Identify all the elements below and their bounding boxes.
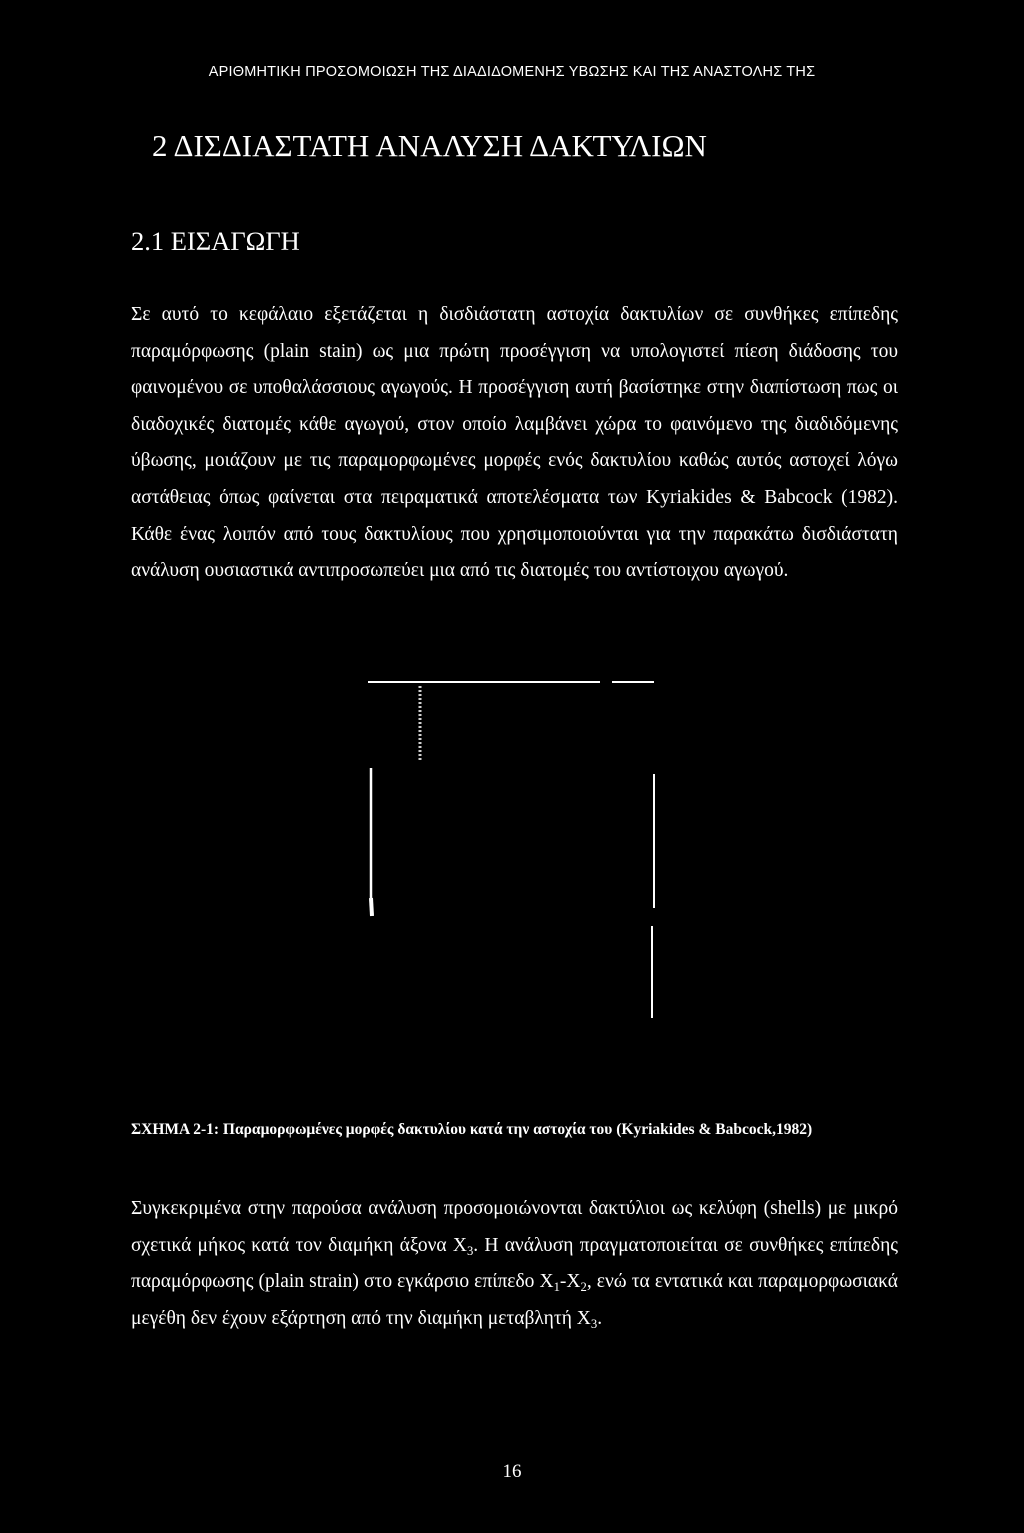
second-paragraph-text-5: .: [597, 1307, 603, 1329]
second-paragraph-text-3: -X: [559, 1271, 581, 1293]
section-title: 2.1 ΕΙΣΑΓΩΓΗ: [131, 226, 300, 256]
subscript-3a: 3: [466, 1243, 474, 1258]
ring-deformation-drawing: [350, 670, 670, 1030]
ring-deformation-figure: [350, 670, 670, 1030]
subscript-1: 1: [553, 1279, 560, 1294]
second-paragraph-text-1: Συγκεκριμένα στην παρούσα ανάλυση προσομοιώνονται δακτύλιοι ως κελύφη (shells) με μικρό σχετικά μήκος κατά τον διαμήκη άξονα X: [131, 1198, 898, 1256]
figure-caption: ΣΧΗΜΑ 2-1: Παραμορφωμένες μορφές δακτυλίου κατά την αστοχία του (Kyriakides & Babcock,1982): [131, 1121, 813, 1138]
running-header: ΑΡΙΘΜΗΤΙΚΗ ΠΡΟΣΟΜΟΙΩΣΗ ΤΗΣ ΔΙΑΔΙΔΟΜΕΝΗΣ ΥΒΩΣΗΣ ΚΑΙ ΤΗΣ ΑΝΑΣΤΟΛΗΣ ΤΗΣ: [208, 64, 816, 80]
second-paragraph-text-4: , ενώ τα εντατικά και παραμορφωσιακά μεγέθη δεν έχουν εξάρτηση από την διαμήκη μεταβλητή X: [131, 1271, 898, 1329]
chapter-title: 2 ΔΙΣΔΙΑΣΤΑΤΗ ΑΝΑΛΥΣΗ ΔΑΚΤΥΛΙΩΝ: [152, 128, 707, 163]
subscript-3b: 3: [590, 1316, 598, 1331]
subscript-2: 2: [580, 1279, 587, 1294]
second-paragraph: [131, 1191, 898, 1337]
page-number: 16: [502, 1461, 522, 1482]
figure-left-wall-tick: [371, 898, 372, 916]
second-paragraph-text-2: . Η ανάλυση πραγματοποιείται σε συνθήκες επίπεδης παραμόρφωσης (plain strain) στο εγκάρσιο επίπεδο X: [131, 1234, 898, 1293]
intro-paragraph: Σε αυτό το κεφάλαιο εξετάζεται η δισδιάστατη αστοχία δακτυλίων σε συνθήκες επίπεδης παραμόρφωσης (plain stain) ως μια πρώτη προσέγγιση να υπολογιστεί πίεση διάδοσης του φαινομένου σε υποθαλάσσιους αγωγούς. Η προσέγγιση αυτή βασίστηκε στην διαπίστωση πως οι διαδοχικές διατομές κάθε αγωγού, στον οποίο λαμβάνει χώρα το φαινόμενο της διαδιδόμενης ύβωσης, μοιάζουν με τις παραμορφωμένες μορφές ενός δακτυλίου καθώς αυτός αστοχεί λόγω αστάθειας όπως φαίνεται στα πειραματικά αποτελέσματα των Kyriakides & Babcock (1982). Κάθε ένας λοιπόν από τους δακτυλίους που χρησιμοποιούνται για την παρακάτω δισδιάστατη ανάλυση ουσιαστικά αντιπροσωπεύει μια από τις διατομές του αντίστοιχου αγωγού.: [131, 304, 898, 582]
